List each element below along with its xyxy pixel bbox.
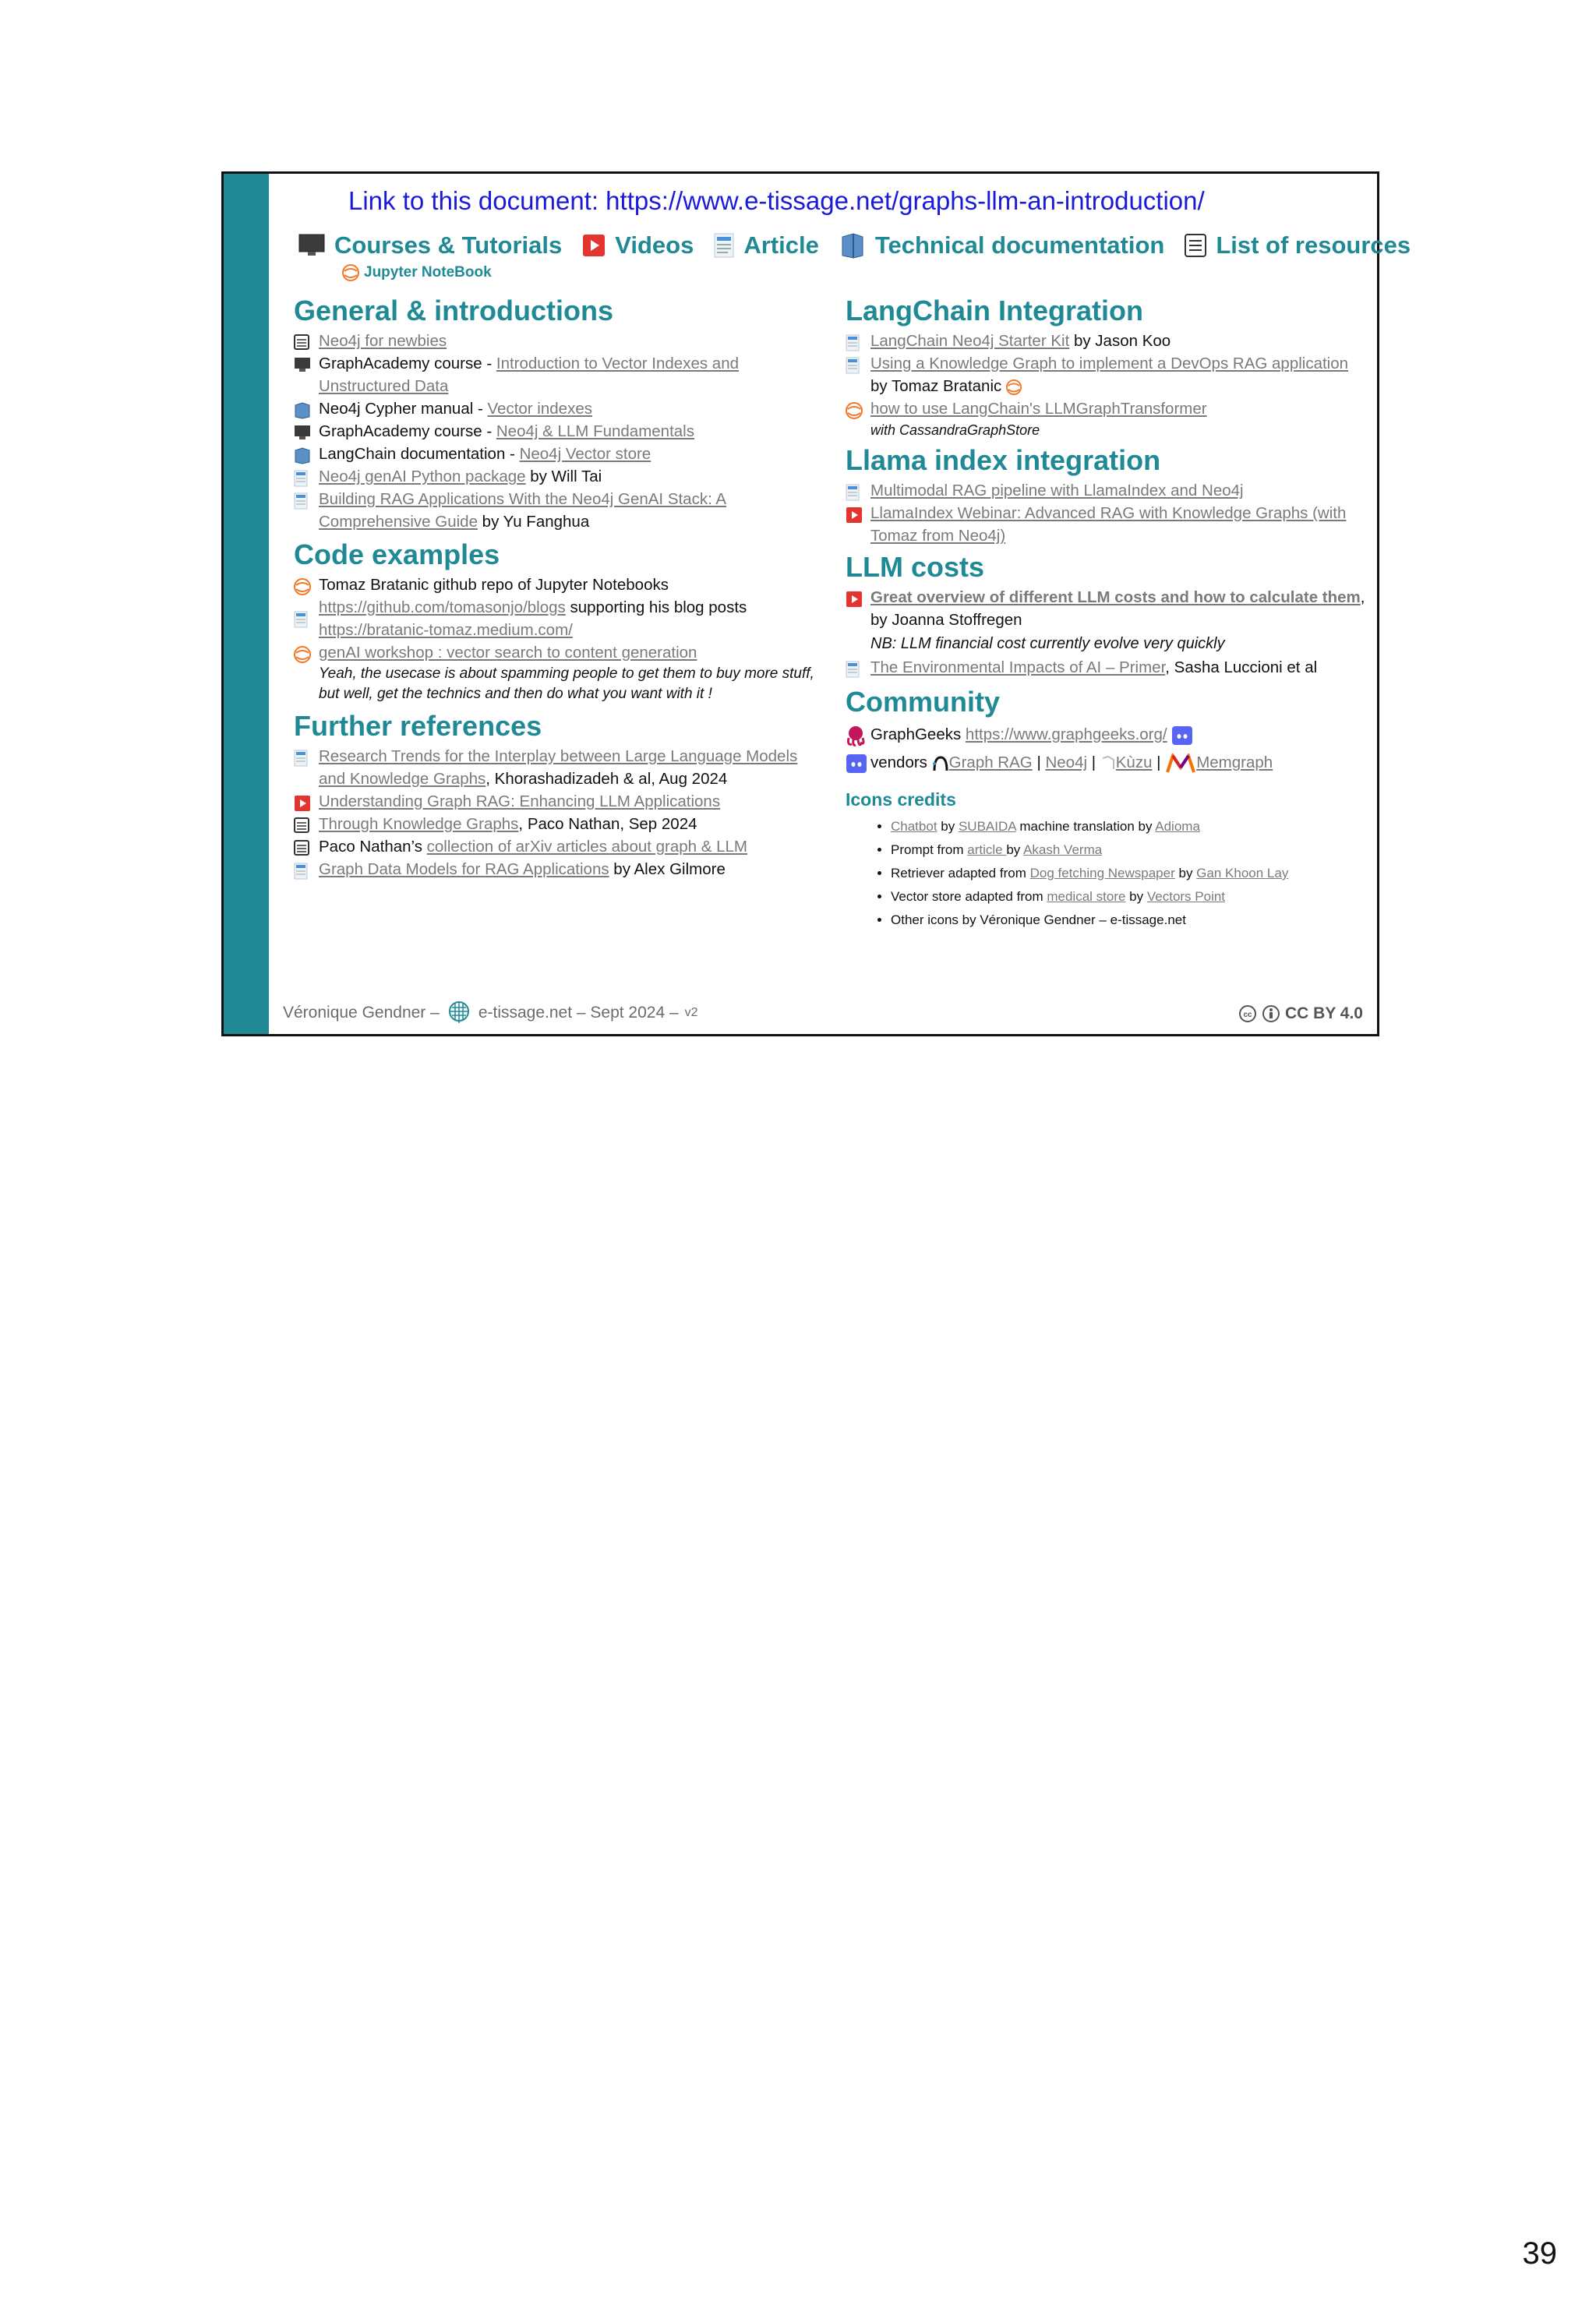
list-item [294, 330, 824, 352]
list-item: Using a Knowledge Graph to implement a DevOps RAG application by Tomaz Bratanic [846, 352, 1368, 397]
list-item: Building RAG Applications With the Neo4j GenAI Stack: A Comprehensive Guide by Yu Fanghua [294, 488, 824, 533]
link[interactable]: Neo4j [1045, 753, 1088, 771]
link[interactable]: Adioma [1155, 819, 1200, 834]
slide [221, 171, 1411, 1036]
link[interactable]: article [967, 842, 1007, 857]
link[interactable]: SUBAIDA [958, 819, 1016, 834]
list-item: Neo4j Cypher manual - Vector indexes [294, 397, 824, 420]
cc-icon [1238, 1004, 1257, 1023]
link[interactable]: Graph RAG [948, 753, 1033, 771]
link[interactable]: https://bratanic-tomaz.medium.com/ [319, 621, 573, 639]
link[interactable]: Vectors Point [1146, 889, 1226, 904]
book-icon [839, 232, 866, 259]
article-icon [294, 750, 308, 767]
link[interactable]: Vector indexes [487, 400, 592, 418]
kuzu-icon [1100, 755, 1116, 772]
octopus-icon [846, 725, 866, 747]
list-item: • Chatbot by SUBAIDA machine translation by Adioma [891, 815, 1368, 838]
link[interactable]: Multimodal RAG pipeline with LlamaIndex and Neo4j [870, 482, 1244, 499]
weaving-logo-icon [446, 1000, 472, 1026]
list-item: Research Trends for the Interplay between Large Language Models and Knowledge Graphs, Khorashadizadeh & al, Aug 2024 [294, 745, 824, 790]
graphrag-icon [932, 755, 949, 772]
link[interactable]: Through Knowledge Graphs [319, 815, 519, 833]
link[interactable]: Chatbot [891, 819, 937, 834]
sidebar-bar [224, 174, 269, 1034]
legend-jupyter: Jupyter NoteBook [342, 264, 492, 281]
article-icon [294, 470, 308, 487]
list-icon [294, 334, 309, 350]
costs-note: NB: LLM financial cost currently evolve very quickly [870, 635, 1225, 652]
link[interactable]: Neo4j for newbies [319, 332, 447, 350]
langchain-note: with CassandraGraphStore [870, 422, 1040, 438]
article-icon [846, 334, 860, 351]
list-item: • Retriever adapted from Dog fetching Newspaper by Gan Khoon Lay [891, 862, 1368, 885]
costs-title: LLM costs [846, 551, 985, 583]
video-icon [294, 795, 311, 812]
legend [298, 231, 1411, 259]
link[interactable]: Building RAG Applications With the Neo4j GenAI Stack: A Comprehensive Guide [319, 490, 727, 531]
list-item: Through Knowledge Graphs, Paco Nathan, Sep 2024 [294, 813, 824, 835]
document-link-line[interactable]: Link to this document: https://www.e-tissage.net/graphs-llm-an-introduction/ [348, 186, 1205, 215]
video-icon [846, 591, 863, 608]
list-item: LangChain Neo4j Starter Kit by Jason Koo [846, 330, 1368, 352]
general-title: General & introductions [294, 295, 614, 326]
list-item: • Vector store adapted from medical store by Vectors Point [891, 885, 1368, 909]
svg-text:cc: cc [1243, 1011, 1252, 1019]
slide-footer: Véronique Gendner – e-tissage.net – Sept 2024 – v2 [283, 1000, 698, 1026]
page-number: 39 [1522, 2236, 1557, 2271]
link[interactable]: Akash Verma [1023, 842, 1103, 857]
link[interactable]: how to use LangChain's LLMGraphTransformer [870, 400, 1207, 418]
link[interactable]: Graph Data Models for RAG Applications [319, 860, 609, 878]
icons-credits-title: Icons credits [846, 789, 956, 810]
code-title: Code examples [294, 538, 500, 570]
link[interactable]: medical store [1047, 889, 1126, 904]
icons-credits-list [846, 815, 1368, 932]
list-icon [294, 817, 309, 833]
link[interactable]: Neo4j Vector store [519, 445, 651, 463]
list-item [294, 790, 824, 813]
code-note: Yeah, the usecase is about spamming people to get them to buy more stuff, but well, get the technics and then do what you want with it ! [319, 665, 814, 702]
link[interactable]: https://www.graphgeeks.org/ [965, 725, 1167, 743]
list-item: Tomaz Bratanic github repo of Jupyter Notebooks https://github.com/tomasonjo/blogs supporting his blog posts https://bratanic-tomaz.medium.com/ [294, 573, 824, 641]
article-icon [294, 492, 308, 510]
discord-icon[interactable] [1171, 725, 1193, 746]
link[interactable]: LangChain Neo4j Starter Kit [870, 332, 1070, 350]
list-item [846, 479, 1368, 502]
link[interactable]: Kùzu [1115, 753, 1153, 771]
list-item: • Prompt from article by Akash Verma [891, 838, 1368, 862]
link[interactable]: Using a Knowledge Graph to implement a DevOps RAG application [870, 355, 1349, 372]
link[interactable]: Understanding Graph RAG: Enhancing LLM Applications [319, 792, 721, 810]
list-item: Paco Nathan’s collection of arXiv articles about graph & LLM [294, 835, 824, 858]
link[interactable]: Research Trends for the Interplay between Large Language Models and Knowledge Graphs [319, 747, 798, 788]
article-icon [294, 611, 308, 628]
list-item: GraphAcademy course - Neo4j & LLM Fundamentals [294, 420, 824, 443]
legend-article: Article [714, 231, 818, 259]
list-icon [294, 840, 309, 856]
right-column [846, 292, 1368, 932]
link[interactable]: Great overview of different LLM costs and how to calculate them [870, 588, 1361, 606]
link[interactable]: Neo4j genAI Python package [319, 468, 526, 485]
list-item [846, 397, 1368, 420]
list-item: The Environmental Impacts of AI – Primer, Sasha Luccioni et al [846, 656, 1368, 679]
list-item: Neo4j genAI Python package by Will Tai [294, 465, 824, 488]
link[interactable]: Neo4j & LLM Fundamentals [496, 422, 694, 440]
community-title: Community [846, 686, 1000, 718]
monitor-icon [294, 357, 311, 372]
legend-videos: Videos [582, 231, 694, 259]
legend-tech-docs: Technical documentation [839, 231, 1164, 259]
list-item [294, 641, 824, 664]
list-item: GraphGeeks https://www.graphgeeks.org/ [846, 721, 1368, 749]
list-item: Graph Data Models for RAG Applications by Alex Gilmore [294, 858, 824, 881]
book-icon [294, 402, 311, 419]
link[interactable]: collection of arXiv articles about graph & LLM [426, 838, 748, 856]
link[interactable]: Introduction to Vector Indexes and Unstructured Data [319, 355, 739, 395]
monitor-icon [298, 234, 325, 257]
legend-list: List of resources [1185, 231, 1411, 259]
article-icon [846, 661, 860, 678]
memgraph-icon [1165, 753, 1196, 774]
by-icon [1262, 1004, 1280, 1023]
video-icon [582, 234, 606, 257]
jupyter-icon [294, 578, 311, 595]
left-column [294, 292, 824, 881]
langchain-title: LangChain Integration [846, 295, 1143, 326]
list-item [846, 502, 1368, 547]
jupyter-icon [342, 264, 359, 281]
legend-courses: Courses & Tutorials [298, 231, 562, 259]
link[interactable]: LlamaIndex Webinar: Advanced RAG with Knowledge Graphs (with Tomaz from Neo4j) [870, 504, 1347, 545]
book-icon [294, 447, 311, 464]
article-icon [846, 484, 860, 501]
link[interactable]: genAI workshop : vector search to content generation [319, 644, 697, 662]
video-icon [846, 506, 863, 524]
link[interactable]: Dog fetching Newspaper [1029, 866, 1175, 881]
license-badge: cc CC BY 4.0 [1238, 1004, 1363, 1023]
list-item: • Other icons by Véronique Gendner – e-tissage.net [891, 909, 1368, 932]
list-item: Great overview of different LLM costs and how to calculate them, by Joanna Stoffregen [846, 586, 1368, 631]
link[interactable]: The Environmental Impacts of AI – Primer [870, 658, 1166, 676]
link[interactable]: https://github.com/tomasonjo/blogs [319, 598, 566, 616]
jupyter-icon [846, 402, 863, 419]
jupyter-icon [1006, 379, 1022, 395]
link[interactable]: Memgraph [1196, 753, 1273, 771]
article-icon [714, 233, 734, 258]
link[interactable]: Gan Khoon Lay [1196, 866, 1289, 881]
discord-icon [846, 753, 867, 774]
monitor-icon [294, 425, 311, 440]
article-icon [294, 863, 308, 880]
list-item: GraphAcademy course - Introduction to Vector Indexes and Unstructured Data [294, 352, 824, 397]
jupyter-icon [294, 646, 311, 663]
llama-title: Llama index integration [846, 444, 1161, 476]
further-title: Further references [294, 710, 542, 742]
article-icon [846, 357, 860, 374]
list-item: LangChain documentation - Neo4j Vector store [294, 443, 824, 465]
list-icon [1185, 234, 1206, 257]
list-item: vendors Graph RAG | Neo4j | Kùzu | Memgraph [846, 749, 1368, 777]
